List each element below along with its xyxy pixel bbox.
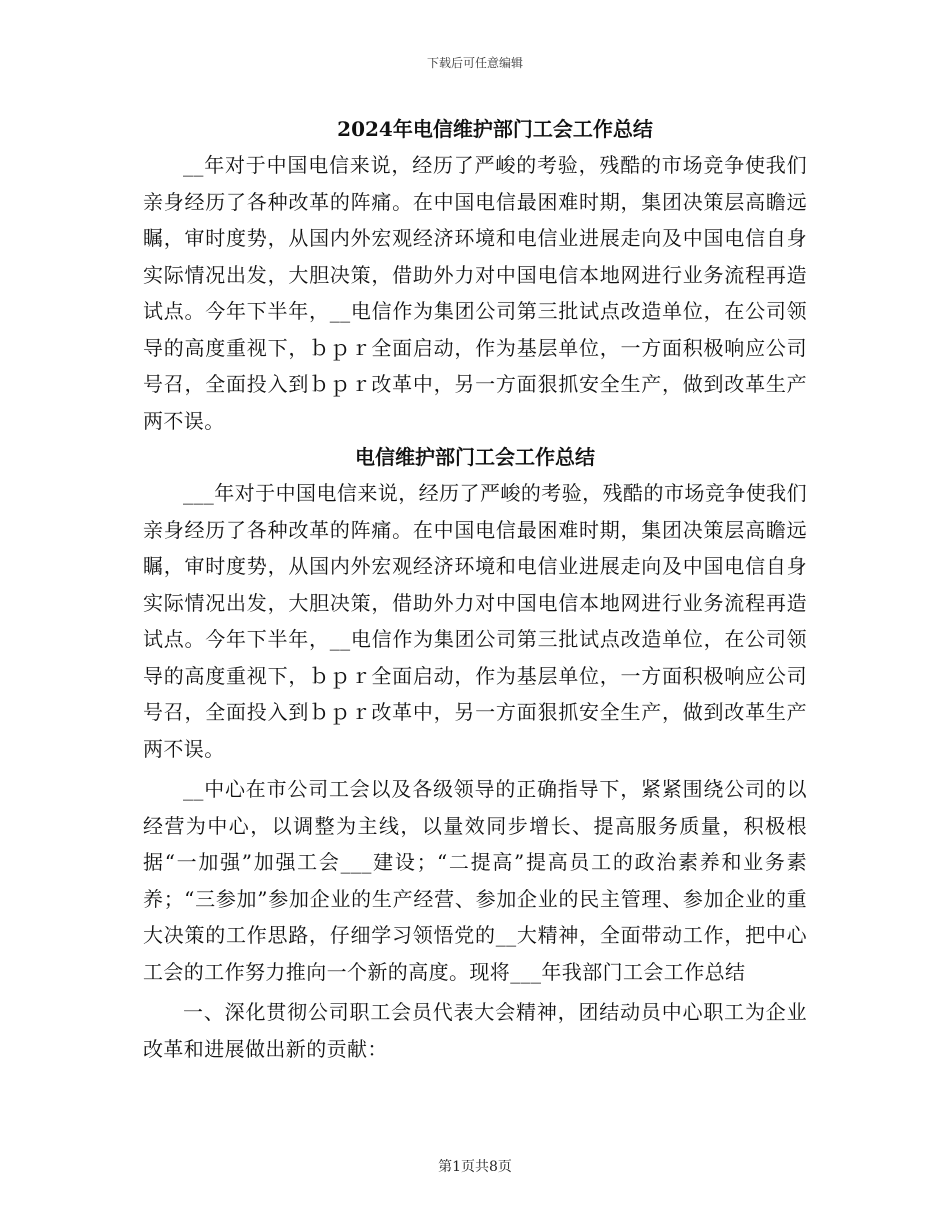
document-title: 2024年电信维护部门工会工作总结 <box>337 117 653 141</box>
intro-paragraph: __年对于中国电信来说，经历了严峻的考验，残酷的市场竞争使我们亲身经历了各种改革的阵痛。在中国电信最困难时期，集团决策层高瞻远瞩，审时度势，从国内外宏观经济环境和电信业进展走向及中国电信自身实际情况出发，大胆决策，借助外力对中国电信本地网进行业务流程再造试点。今年下半年，__电信作为集团公司第三批试点改造单位，在公司领导的高度重视下，ｂｐｒ全面启动，作为基层单位，一方面积极响应公司号召，全面投入到ｂｐｒ改革中，另一方面狠抓安全生产，做到改革生产两不误。 <box>143 153 807 433</box>
body-paragraph-1: ___年对于中国电信来说，经历了严峻的考验，残酷的市场竞争使我们亲身经历了各种改革的阵痛。在中国电信最困难时期，集团决策层高瞻远瞩，审时度势，从国内外宏观经济环境和电信业进展走向及中国电信自身实际情况出发，大胆决策，借助外力对中国电信本地网进行业务流程再造试点。今年下半年，__电信作为集团公司第三批试点改造单位，在公司领导的高度重视下，ｂｐｒ全面启动，作为基层单位，一方面积极响应公司号召，全面投入到ｂｐｒ改革中，另一方面狠抓安全生产，做到改革生产两不误。 <box>143 481 807 761</box>
page-header-note: 下载后可任意编辑 <box>426 56 523 70</box>
section-heading-paragraph: 一、深化贯彻公司职工会员代表大会精神，团结动员中心职工为企业改革和进展做出新的贡献： <box>143 1000 807 1061</box>
section-title: 电信维护部门工会工作总结 <box>355 445 595 469</box>
document-body <box>143 111 807 1067</box>
body-paragraph-2: __中心在市公司工会以及各级领导的正确指导下，紧紧围绕公司的以经营为中心，以调整为主线，以量效同步增长、提高服务质量，积极根据“一加强”加强工会___建设；“二提高”提高员工的政治素养和业务素养；“三参加”参加企业的生产经营、参加企业的民主管理、参加企业的重大决策的工作思路，仔细学习领悟党的__大精神，全面带动工作，把中心工会的工作努力推向一个新的高度。现将___年我部门工会工作总结 <box>143 777 807 984</box>
page-number-footer: 第1页共8页 <box>438 1159 512 1175</box>
